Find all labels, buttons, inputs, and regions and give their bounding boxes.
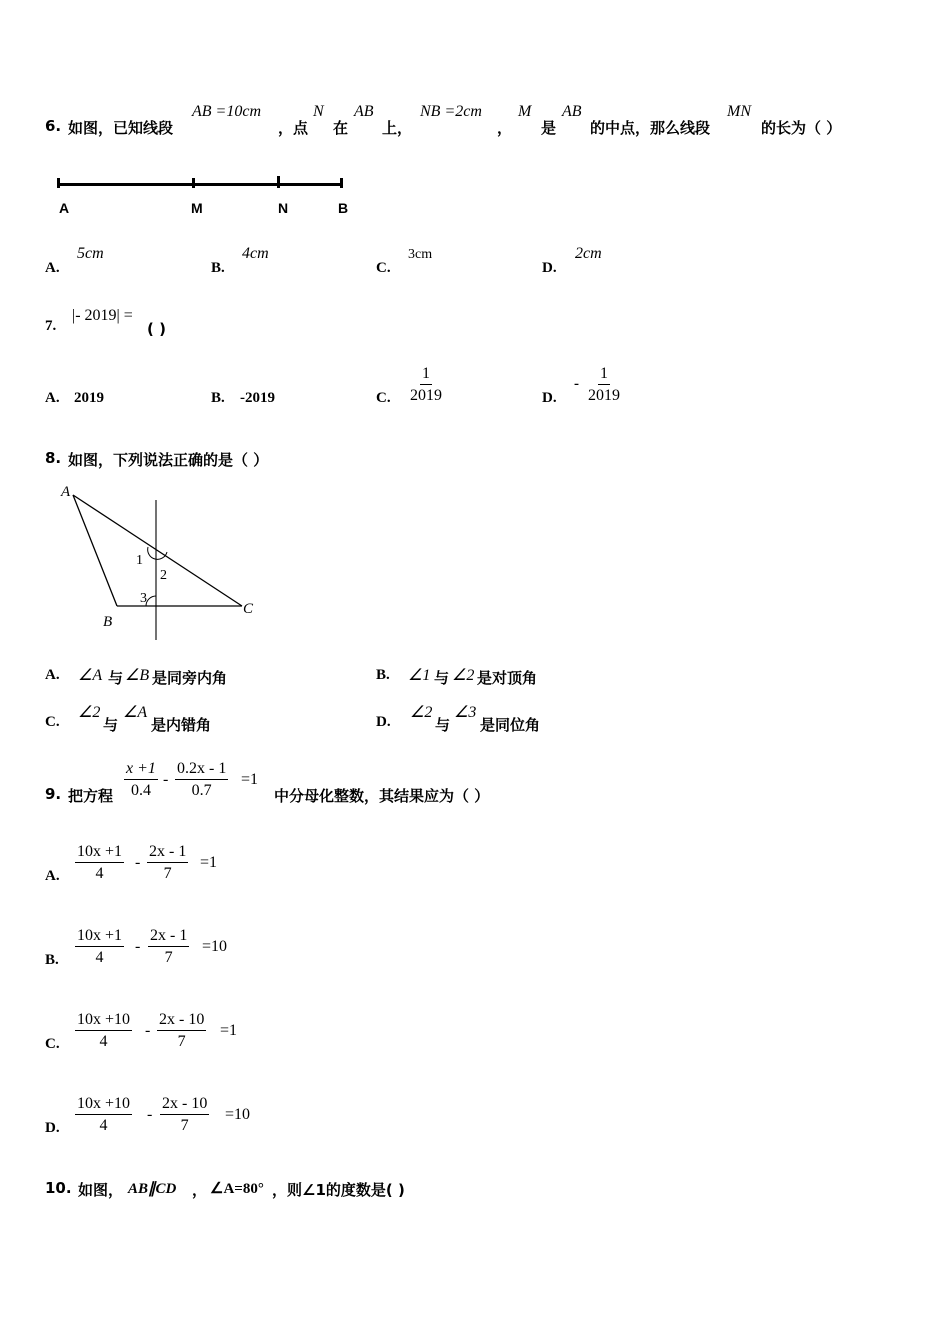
- q7-expression: |- 2019| =: [72, 307, 133, 324]
- q7-option-a-value: 2019: [74, 390, 104, 406]
- q6-ab2: AB: [562, 103, 582, 120]
- label-n: N: [278, 200, 289, 216]
- q6-text-6: 是: [541, 119, 557, 137]
- label-c: C: [243, 601, 254, 617]
- label-b: B: [338, 200, 349, 216]
- q9-option-d-fraction-2: [160, 1094, 209, 1137]
- q8-option-a-angle-1: ∠A: [78, 667, 103, 684]
- q9-option-c-minus: -: [145, 1022, 151, 1039]
- fraction-denominator: 2019: [410, 387, 442, 404]
- q9-option-a-fraction-2: [147, 842, 188, 885]
- q7-paren: ( ): [147, 320, 166, 338]
- fraction-numerator: x +1: [124, 759, 158, 780]
- q9-option-d-fraction-1: [75, 1094, 132, 1137]
- label-a: A: [59, 200, 70, 216]
- q8-option-d-letter[interactable]: D.: [376, 714, 391, 730]
- q7-option-d-sign: -: [574, 376, 579, 392]
- fraction-denominator: 7: [164, 949, 173, 966]
- q6-text-1: 如图，已知线段: [68, 119, 174, 137]
- fraction-denominator: 7: [163, 865, 172, 882]
- q7-option-b-letter[interactable]: B.: [211, 390, 225, 406]
- q6-option-a-value: 5cm: [77, 245, 104, 262]
- q7-option-b-value: -2019: [240, 390, 275, 406]
- q6-ab: AB: [354, 103, 374, 120]
- side-ac: [73, 495, 242, 606]
- label-a: A: [61, 484, 71, 500]
- q6-option-d-letter[interactable]: D.: [542, 260, 557, 276]
- q8-option-b-and: 与: [434, 669, 450, 687]
- q9-option-d-rhs: =10: [225, 1106, 251, 1123]
- q9-option-a-letter[interactable]: A.: [45, 868, 60, 884]
- fraction-denominator: 4: [99, 1033, 108, 1050]
- q10-text-3: ，则∠1的度数是( ): [272, 1181, 405, 1199]
- q9-option-a-minus: -: [135, 854, 141, 871]
- q7-option-c-fraction: [408, 364, 444, 407]
- q10-number: 10.: [45, 1179, 72, 1197]
- angle-1-2-arc: [148, 547, 167, 559]
- q9-option-c-fraction-1: [75, 1010, 132, 1053]
- q6-option-b-letter[interactable]: B.: [211, 260, 225, 276]
- q6-option-b-value: 4cm: [242, 245, 269, 262]
- q6-text-7: 的中点，那么线段: [590, 119, 711, 137]
- q9-option-d-minus: -: [147, 1106, 153, 1123]
- q8-option-a-and: 与: [108, 669, 124, 687]
- q9-option-c-rhs: =1: [220, 1022, 238, 1039]
- q6-m: M: [518, 103, 532, 120]
- side-ab: [73, 495, 117, 606]
- q10-text-1: 如图，: [78, 1181, 124, 1199]
- q9-option-a-rhs: =1: [200, 854, 218, 871]
- q9-option-b-rhs: =10: [202, 938, 228, 955]
- fraction-denominator: 4: [95, 865, 104, 882]
- q8-text: 如图，下列说法正确的是（ ）: [68, 451, 269, 469]
- q9-rhs: =1: [241, 771, 259, 788]
- q8-option-c-and: 与: [103, 716, 119, 734]
- q8-option-c-tail: 是内错角: [151, 716, 212, 734]
- fraction-numerator: 10x +1: [75, 842, 124, 863]
- q6-mn: MN: [727, 103, 751, 120]
- q8-option-c-angle-2: ∠A: [123, 704, 148, 721]
- label-angle-1: 1: [136, 553, 143, 568]
- fraction-denominator: 7: [180, 1117, 189, 1134]
- q8-option-b-letter[interactable]: B.: [376, 667, 390, 683]
- q9-fraction-2: [175, 759, 228, 802]
- tick-n: [277, 176, 280, 188]
- q6-n: N: [313, 103, 324, 120]
- q6-text-5: ，: [497, 119, 513, 137]
- q6-option-c-value: 3cm: [408, 247, 433, 262]
- fraction-denominator: 7: [177, 1033, 186, 1050]
- q9-minus: -: [163, 771, 169, 788]
- segment-line: [57, 183, 343, 186]
- fraction-denominator: 2019: [588, 387, 620, 404]
- q9-option-b-letter[interactable]: B.: [45, 952, 59, 968]
- tick-b: [340, 178, 343, 188]
- fraction-numerator: 10x +1: [75, 926, 124, 947]
- q6-text-8: 的长为（ ）: [761, 119, 842, 137]
- q9-option-b-minus: -: [135, 938, 141, 955]
- q8-option-c-angle-1: ∠2: [78, 704, 101, 721]
- label-m: M: [191, 200, 203, 216]
- q8-triangle-figure: [50, 478, 270, 643]
- fraction-numerator: 1: [420, 364, 432, 385]
- q7-option-d-fraction: [586, 364, 622, 407]
- q8-option-a-letter[interactable]: A.: [45, 667, 60, 683]
- q6-option-c-letter[interactable]: C.: [376, 260, 391, 276]
- q8-option-b-angle-2: ∠2: [452, 667, 475, 684]
- q9-text-1: 把方程: [68, 787, 114, 805]
- q10-parallel: AB∥CD: [128, 1181, 177, 1197]
- q8-option-d-angle-1: ∠2: [410, 704, 433, 721]
- q9-option-c-letter[interactable]: C.: [45, 1036, 60, 1052]
- q6-ab-eq: AB =10cm: [192, 103, 261, 120]
- angle-3-arc: [146, 596, 156, 606]
- fraction-numerator: 2x - 1: [148, 926, 189, 947]
- fraction-numerator: 2x - 10: [160, 1094, 209, 1115]
- label-angle-3: 3: [140, 591, 147, 606]
- fraction-numerator: 1: [598, 364, 610, 385]
- q9-option-c-fraction-2: [157, 1010, 206, 1053]
- q9-option-a-fraction-1: [75, 842, 124, 885]
- q8-option-c-letter[interactable]: C.: [45, 714, 60, 730]
- q8-option-b-tail: 是对顶角: [477, 669, 538, 687]
- q8-option-a-tail: 是同旁内角: [152, 669, 228, 687]
- fraction-denominator: 4: [99, 1117, 108, 1134]
- q7-option-d-letter[interactable]: D.: [542, 390, 557, 406]
- q6-text-4: 上，: [382, 119, 413, 137]
- q9-fraction-1: [124, 759, 158, 802]
- q6-text-3: 在: [333, 119, 349, 137]
- q7-option-a-letter[interactable]: A.: [45, 390, 60, 406]
- q9-number: 9.: [45, 785, 62, 803]
- q9-text-2: 中分母化整数，其结果应为（ ）: [274, 787, 490, 805]
- q6-nb-eq: NB =2cm: [420, 103, 482, 120]
- q8-option-b-angle-1: ∠1: [408, 667, 431, 684]
- label-angle-2: 2: [160, 568, 167, 583]
- q8-option-d-angle-2: ∠3: [454, 704, 477, 721]
- q10-text-2: ，: [192, 1181, 208, 1199]
- fraction-denominator: 0.4: [130, 782, 151, 799]
- fraction-denominator: 4: [95, 949, 104, 966]
- q8-option-d-and: 与: [435, 716, 451, 734]
- q8-option-d-tail: 是同位角: [480, 716, 541, 734]
- q8-option-a-angle-2: ∠B: [125, 667, 150, 684]
- label-b: B: [103, 614, 113, 630]
- q9-option-b-fraction-2: [148, 926, 189, 969]
- q6-option-d-value: 2cm: [575, 245, 602, 262]
- q9-option-b-fraction-1: [75, 926, 124, 969]
- fraction-denominator: 0.7: [191, 782, 212, 799]
- q6-number: 6.: [45, 117, 62, 135]
- tick-m: [192, 178, 195, 188]
- fraction-numerator: 0.2x - 1: [175, 759, 228, 780]
- q10-angle: ∠A=80°: [210, 1181, 264, 1197]
- tick-a: [57, 178, 60, 188]
- q9-option-d-letter[interactable]: D.: [45, 1120, 60, 1136]
- q6-option-a-letter[interactable]: A.: [45, 260, 60, 276]
- q6-text-2: ，点: [278, 119, 309, 137]
- q8-number: 8.: [45, 449, 62, 467]
- fraction-numerator: 2x - 10: [157, 1010, 206, 1031]
- q7-number: 7.: [45, 318, 57, 334]
- fraction-numerator: 10x +10: [75, 1010, 132, 1031]
- fraction-numerator: 2x - 1: [147, 842, 188, 863]
- q7-option-c-letter[interactable]: C.: [376, 390, 391, 406]
- fraction-numerator: 10x +10: [75, 1094, 132, 1115]
